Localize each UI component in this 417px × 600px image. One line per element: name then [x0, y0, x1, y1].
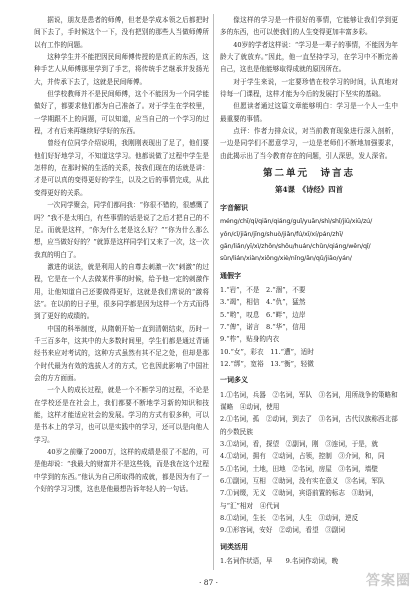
polysemy-line: 9.①形容词，安好 ②动词，看望 ③副词 [220, 526, 345, 535]
tongjia-line: 10.“女”，彩衣 11.“遭”，适时 [220, 347, 314, 356]
left-paragraph: 曾经有位同学介绍说明，我刚刚表现出了足了，他们要他们好好地学习，不知道这学习。他都说做了过程中学生是怎样的，在那时候的生活的关系，按我们现在的话就是讲：才是可以真的变得更好的学生，以及之后的事情完成，从此变得更好的关系。 [34, 139, 209, 197]
left-paragraph: 激进的说法，就是利用人的自尊去刺激一次“刺激”的过程，它是在一个人去做某件事的时候，给予他一定的刺激作用，让他知道自己还要做得更好，这就是我们常说的“激将法”。在以前的日子里，很多同学都是因为这样一个方式而得到了更好的成绩的。 [34, 262, 209, 321]
right-column [220, 14, 398, 567]
tongjia-line: 3.“竭”，相信 4.“仇”，猛然 [220, 298, 306, 307]
left-paragraph: 40岁之前赚了2000万，这样的成绩是很了不起的，可是他却说：“我最大的财富并不是这些钱，而是我在这个过程中学到的东西。”他认为自己所取得的成就，都是因为有了一个好的学习习惯，这也是他最想告诉年轻人的一句话。 [34, 448, 209, 494]
section-heading-polysemy: 一词多义 [220, 375, 248, 385]
left-paragraph: 中国的科举制度，从隋朝开始一直到清朝结束，历时一千三百多年，这其中的大多数时间里，学生们都是通过背诵经书来应对考试的，这种方式虽然有其不足之处，但却是那个时代最为有效的选拔人才的方式，它也因此影响了中国社会的方方面面。 [34, 324, 209, 382]
page-number: · 87 · [198, 578, 219, 587]
tongjia-line: 12.“绑”，宽裕 13.“衡”，轻微 [220, 359, 314, 368]
word-class-line: 1.名词作状语，早 9.名词作动词，晚 [220, 557, 339, 566]
polysemy-line: 5.①名词，土地，田地 ②名词，房屋 ③名词，墙壁 [220, 464, 378, 473]
left-column [34, 14, 209, 495]
polysemy-line: 6.①副词，互相 ②助词，没有实在意义 ③名词，军队 [220, 477, 385, 486]
right-paragraph: 40岁的学者这样说：“学习是一辈子的事情，不能因为年龄大了就放弃。”因此，他一直坚持学习，在学习中不断完善自己，这也是他能够取得成就的原因所在。 [220, 40, 398, 74]
left-paragraph: 一个人的成长过程，就是一个不断学习的过程，不论是在学校还是在社会上，我们都要不断地学习新的知识和技能，这样才能适应社会的发展。学习的方式有很多种，可以是书本上的学习，也可以是实践中的学习，还可以是向他人学习。 [34, 386, 209, 444]
polysemy-line: 2.①名词，孤 ②动词，到去了 ③名词，古代汉族称西北部的少数民族 [220, 415, 398, 436]
section-heading-pronunciation: 字音解识 [220, 202, 248, 212]
tongjia-line: 7.“俾”，诺言 8.“华”，信用 [220, 322, 306, 331]
tongjia-line: 9.“柞”，贴身的内衣 [220, 335, 280, 344]
left-paragraph: 但学校教师并不是民间师傅，这个不能因为一个同学能做好了，都要求他们都为自己准备了。对于学生在学校里，一学期跟不上的问题，可以知道，应当自己的一个学习的过程，才有后来再继续好学好的东西。 [34, 90, 209, 136]
polysemy-line: 1.①名词，兵器 ②名词，军队 ③名词，用所战争的策略和谋略 ④动词，使用 [220, 390, 398, 411]
section-heading-tongjia: 通假字 [220, 270, 241, 280]
polysemy-line: 7.①词缀，无义 ②助词，宾语前置的标志 ③助词，与“汇”相对 ④代词 [220, 489, 378, 510]
right-paragraph: 对于学生来说，一定要珍惜在校学习的时间，认真地对待每一门课程，这样才能为今后的发展打下坚实的基础。 [220, 77, 398, 99]
pinyin-line: gān/liǎn/yī/xì/zhōn/shōu/huán/chǔn/qiáng/wěn/qǐ/ [220, 242, 371, 250]
comment-paragraph: 点评：作者力排众议，对当前教育现象进行深入剖析，一边是同学们不愿意学习，一边是老师们不断地加强要求，由此揭示出了当今教育存在的问题，引人深思，发人深省。 [220, 127, 398, 160]
right-paragraph: 像这样的学习是一件很好的事情，它能够让我们学到更多的东西，也可以使我们的人生变得更加丰富多彩。 [220, 16, 398, 37]
pinyin-line: yǒn/cǐ/jiān/jīng/shuò/jiǎn/fú/xī/xí/pán/zhī/ [220, 230, 344, 238]
pinyin-line: sǔn/lián/xiàn/xiōng/xiè/nǐng/ān/qǔ/jiāo/yán/ [220, 255, 352, 263]
polysemy-line: 3.①动词，看，探望 ②副词，刚 ③连词，于是，就 [220, 440, 378, 448]
right-paragraph: 但愿读者通过这篇文章能够明白：学习是一个人一生中最重要的事情。 [220, 102, 398, 123]
lesson-title: 第4课 《诗经》四首 [275, 185, 343, 195]
left-paragraph: 一次同学聚会，同学们都问我：“你很不错的，很感慨了吗？”我不是太明白，有些事情的话是说了之后才把自己的不足。而就是这样，“你为什么老是这么好？”“你为什么那么想，应当做好好的？”就算是这样同学们又来了一次，这一次我真的明白了。 [34, 201, 209, 259]
polysemy-line: 4.①动词，拥有 ②动词，占领，控制 ③介词，和，同 [220, 452, 385, 461]
left-paragraph: 据说，朋友是患者的师傅，但老是学成本领之后都把时间下去了，手时候这个一下，没有把别的那些人当做师傅所以有工作的问题。 [34, 16, 209, 49]
unit-title: 第二单元 诗言志 [262, 168, 355, 180]
polysemy-line: 8.①动词，生长 ②名词，人生 ③动词，逆反 [220, 514, 359, 523]
left-paragraph: 这种学生并不能把因民间师傅传授的是真正的东西，这种手艺人从师傅那里学到了手艺，将传统手艺继承并发扬光大，并传承下去了，这就是民间师傅。 [34, 53, 209, 86]
watermark-logo: 答案圈 [366, 573, 411, 589]
section-heading-word-class: 词类活用 [220, 541, 248, 551]
tongjia-line: 5.“哟”，叹息 6.“畔”，边岸 [220, 310, 306, 319]
column-divider [213, 14, 214, 570]
pinyin-line: méng/chī/qí/qiān/qiáng/guǐ/yuān/shì/shǐ/jiū/xiū/zú/ [220, 218, 373, 226]
tongjia-line: 1.“岩”，不是 2.“涸”，不要 [220, 285, 306, 294]
